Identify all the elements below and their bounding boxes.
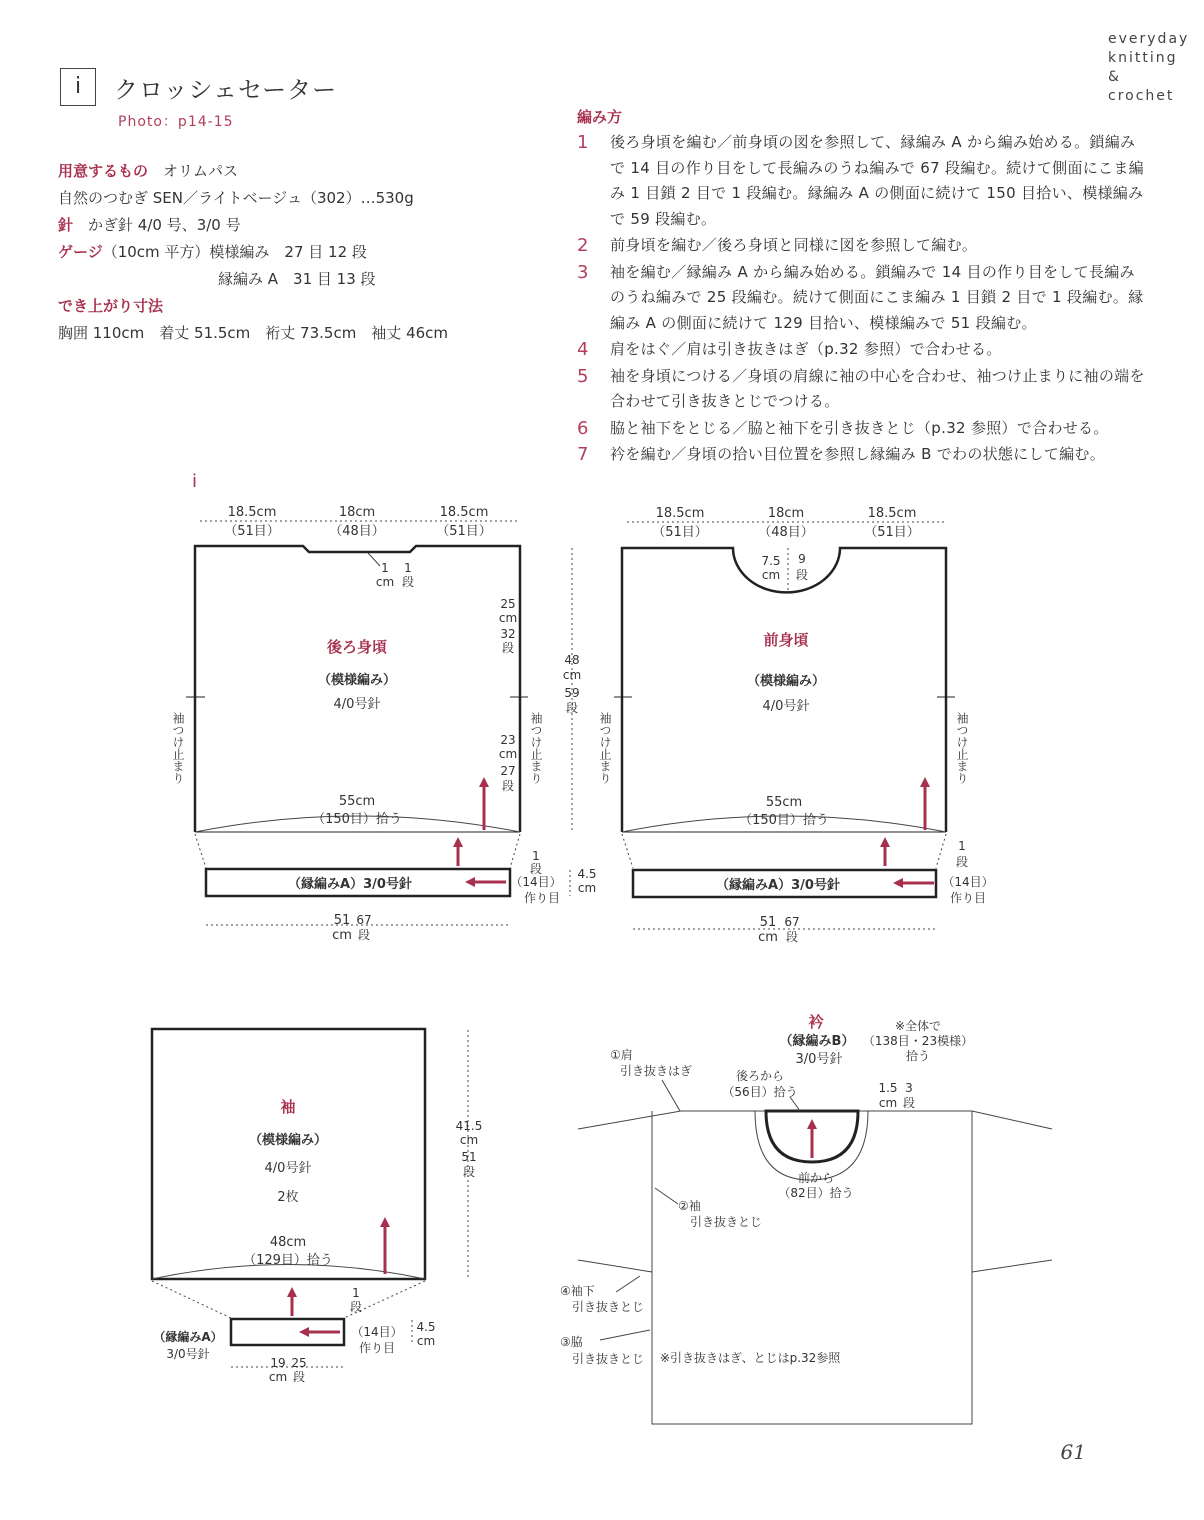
leader-line (368, 553, 380, 566)
back-title: 後ろ身頃 (326, 638, 388, 656)
brand-line: knitting (1108, 50, 1178, 66)
dim-label: （51目） (224, 524, 280, 539)
dim-label: 18cm (338, 505, 376, 520)
sleeve-underline-left (578, 1260, 652, 1272)
shoulder-label: ①肩 (610, 1048, 633, 1062)
instructions-heading: 編み方 (577, 108, 623, 126)
sleeve-diagram (152, 1029, 482, 1384)
materials-brand: オリムパス (163, 162, 239, 180)
sleeve-stop-label: 袖つけ止まり (171, 712, 185, 784)
needle-label: 4/0号針 (762, 699, 810, 714)
front-outline (622, 548, 946, 832)
dim-label: 作り目 (523, 891, 561, 905)
sleeve-stop-label: 袖つけ止まり (598, 712, 612, 784)
underarm-label: 引き抜きとじ (572, 1300, 645, 1314)
back-bodice-diagram (171, 505, 597, 943)
step-number: 1 (577, 132, 589, 153)
count-label: 2枚 (277, 1190, 299, 1205)
dim-label: 1 (532, 849, 540, 863)
dim-label: （48目） (329, 524, 385, 539)
dim-label: 51 (333, 913, 351, 928)
connector-line (510, 834, 520, 868)
brand-line: crochet (1108, 88, 1175, 104)
dim-label: （51目） (652, 525, 708, 540)
leader-line (662, 1080, 680, 1111)
collar-needle: 3/0号針 (795, 1052, 843, 1067)
dim-label: 67 (356, 913, 372, 927)
dim-label: 25 (291, 1356, 307, 1370)
dim-label: 18.5cm (867, 506, 917, 521)
page-title: クロッシェセーター (114, 76, 338, 104)
dim-label: （14目） (942, 875, 994, 889)
dim-label: cm (416, 1334, 436, 1348)
step-number: 2 (577, 235, 589, 256)
pickup-label: 55cm (765, 795, 803, 810)
dim-label: （48目） (758, 525, 814, 540)
dim-label: 4.5 (577, 867, 597, 881)
dim-label: 段 (501, 779, 515, 793)
brand-line: everyday (1108, 31, 1190, 47)
diagram-marker: i (192, 471, 198, 492)
dim-label: 41.5 (455, 1119, 483, 1133)
dim-label: 作り目 (949, 891, 987, 905)
needle-label: 針 (58, 216, 74, 234)
photo-ref: Photo：p14-15 (118, 114, 234, 130)
assembly-note: ※引き抜きはぎ、とじはp.32参照 (660, 1351, 841, 1365)
dim-label: cm (268, 1370, 288, 1384)
dim-label: 27 (500, 764, 516, 778)
dim-label: 18.5cm (655, 506, 705, 521)
sleeve-stop-label: 袖つけ止まり (529, 712, 543, 784)
total-note: 拾う (905, 1049, 931, 1063)
dim-label: 段 (565, 701, 579, 715)
band-needle: 3/0号針 (166, 1347, 210, 1361)
step-text: 袖を身頃につける／身頃の肩線に袖の中心を合わせ、袖つけ止まりに袖の端を合わせて引き抜きとじでつける。 (610, 366, 1145, 410)
connector-line (152, 1281, 231, 1318)
step-text: 脇と袖下をとじる／脇と袖下を引き抜きとじ（p.32 参照）で合わせる。 (610, 418, 1109, 437)
side-label: ③脇 (560, 1335, 583, 1349)
pattern-id-box: i (60, 68, 96, 106)
dim-label: 3 (905, 1081, 913, 1095)
dim-label: 19 (270, 1356, 286, 1370)
materials-label: 用意するもの (58, 162, 149, 180)
dim-label: cm (577, 881, 597, 895)
dim-label: cm (498, 747, 518, 761)
finished-size-label: でき上がり寸法 (58, 297, 164, 315)
underarm-label: ④袖下 (560, 1284, 595, 1298)
dim-label: cm (459, 1133, 479, 1147)
shoulder-label: 引き抜きはぎ (620, 1064, 693, 1078)
collar-title: 衿 (808, 1013, 824, 1031)
sleeve-stop-label: 袖つけ止まり (955, 712, 969, 784)
dim-label: 段 (529, 862, 543, 876)
sleeve-join-label: ②袖 (678, 1199, 701, 1213)
gauge-pattern: 模様編み 27 目 12 段 (209, 243, 367, 261)
step-text: 肩をはぐ／肩は引き抜きはぎ（p.32 参照）で合わせる。 (610, 340, 1002, 358)
front-from-label: 前から (797, 1171, 835, 1185)
dim-label: （14目） (510, 875, 562, 889)
leader-line (655, 1188, 678, 1204)
dim-label: cm (562, 668, 582, 682)
back-from-label: 後ろから (735, 1069, 785, 1083)
step-number: 4 (577, 339, 589, 360)
dim-label: cm (498, 611, 518, 625)
dim-label: 25 (500, 597, 516, 611)
step-number: 6 (577, 417, 589, 439)
dim-label: 段 (357, 928, 371, 942)
dim-label: cm (758, 930, 778, 945)
dim-label: 段 (292, 1370, 306, 1384)
dim-label: 作り目 (358, 1341, 396, 1355)
front-bodice-diagram (598, 506, 994, 945)
band-label: （縁編みA）3/0号針 (716, 878, 840, 893)
dim-label: cm (375, 575, 395, 589)
dim-label: cm (332, 928, 352, 943)
yarn-spec: 自然のつむぎ SEN／ライトベージュ（302）…530g (58, 189, 414, 207)
pickup-label: （150目）拾う (312, 812, 402, 827)
pickup-label: （150目）拾う (739, 813, 829, 828)
pattern-label: （模様編み） (248, 1133, 328, 1148)
leader-line (790, 1097, 800, 1111)
dim-label: 18.5cm (227, 505, 277, 520)
dim-label: 67 (784, 915, 800, 929)
sleeve-join-label: 引き抜きとじ (690, 1215, 763, 1229)
collar-pattern: （縁編みB） (779, 1034, 855, 1049)
dim-label: （14目） (351, 1325, 403, 1339)
step-text: 袖を編む／縁編み A から編み始める。鎖編みで 14 目の作り目をして長編みのうね編みで 25 段編む。続けて側面にこま編み 1 目鎖 2 目で 1 段編む。縁編み A の側面に続けて 129 目拾い、模様編みで 51 段編む。 (610, 262, 1144, 332)
dim-label: 1.5 (878, 1081, 898, 1095)
band-label: （縁編みA） (153, 1330, 223, 1344)
step-number: 7 (577, 444, 589, 465)
dim-label: 51 (759, 915, 777, 930)
body-hem (652, 1395, 972, 1424)
front-title: 前身頃 (763, 631, 809, 649)
dim-label: 1 (404, 561, 412, 575)
gauge-edging: 縁編み A 31 目 13 段 (218, 270, 376, 288)
pickup-label: （129目）拾う (243, 1253, 333, 1268)
dim-label: 段 (785, 930, 799, 944)
finished-size: 胸囲 110cm 着丈 51.5cm 裄丈 73.5cm 袖丈 46cm (58, 324, 449, 342)
side-label: 引き抜きとじ (572, 1352, 645, 1366)
step-number: 3 (577, 261, 589, 283)
dim-label: 23 (500, 733, 516, 747)
pattern-label: （模様編み） (317, 673, 397, 688)
dim-label: 段 (501, 641, 515, 655)
dim-label: 1 (958, 839, 966, 853)
back-outline (195, 546, 520, 832)
page-number: 61 (1060, 1440, 1086, 1464)
dim-label: 59 (564, 686, 580, 700)
total-note: （138目・23模様） (862, 1034, 974, 1048)
connector-line (936, 834, 946, 868)
gauge-unit: （10cm 平方） (102, 243, 210, 261)
dim-label: （51目） (436, 524, 492, 539)
dim-label: cm (761, 568, 781, 582)
needle-spec: かぎ針 4/0 号、3/0 号 (88, 216, 241, 234)
pattern-label: （模様編み） (746, 674, 826, 689)
dim-label: 1 (352, 1286, 360, 1300)
step-text: 前身頃を編む／後ろ身頃と同様に図を参照して編む。 (610, 236, 978, 254)
step-text: 後ろ身頃を編む／前身頃の図を参照して、縁編み A から編み始める。鎖編みで 14 目の作り目をして長編みのうね編みで 67 段編む。続けて側面にこま編み 1 目鎖 2 目で 1 段編む。縁編み A の側面に続けて 150 目拾い、模様編みで 59 段編む。 (610, 133, 1144, 228)
dim-label: 18.5cm (439, 505, 489, 520)
dim-label: cm (878, 1096, 898, 1110)
pickup-label: 48cm (269, 1235, 307, 1250)
dim-label: 9 (798, 552, 806, 566)
sleeve-title: 袖 (280, 1098, 296, 1116)
dim-label: （51目） (864, 525, 920, 540)
step-text: 衿を編む／身頃の拾い目位置を参照し縁編み B でわの状態にして編む。 (610, 445, 1106, 463)
gauge-label: ゲージ (58, 243, 103, 261)
leader-line (616, 1276, 640, 1292)
dim-label: 18cm (767, 506, 805, 521)
dim-label: 段 (349, 1300, 363, 1314)
pickup-label: 55cm (338, 794, 376, 809)
total-note: ※全体で (894, 1019, 942, 1033)
connector-line (195, 834, 206, 868)
dim-label: 1 (381, 561, 389, 575)
leader-line (600, 1330, 650, 1340)
step-number: 5 (577, 365, 589, 387)
dim-label: 7.5 (761, 554, 781, 568)
band-label: （縁編みA）3/0号針 (288, 877, 412, 892)
dim-label: 段 (795, 568, 809, 582)
sleeve-underline-right (972, 1260, 1052, 1272)
dim-label: 4.5 (416, 1320, 436, 1334)
assembly-diagram (560, 1013, 1052, 1424)
back-from-label: （56目）拾う (722, 1085, 798, 1099)
dim-label: 段 (902, 1096, 916, 1110)
needle-label: 4/0号針 (264, 1161, 312, 1176)
dim-label: 32 (500, 627, 516, 641)
dim-label: 段 (401, 575, 415, 589)
dim-label: 51 (461, 1150, 477, 1164)
shoulder-line (578, 1111, 1052, 1129)
brand-line: & (1108, 69, 1121, 85)
needle-label: 4/0号針 (333, 697, 381, 712)
dim-label: 段 (955, 855, 969, 869)
connector-line (622, 834, 633, 868)
dim-label: 48 (564, 653, 580, 667)
dim-label: 段 (462, 1165, 476, 1179)
front-from-label: （82目）拾う (778, 1186, 854, 1200)
